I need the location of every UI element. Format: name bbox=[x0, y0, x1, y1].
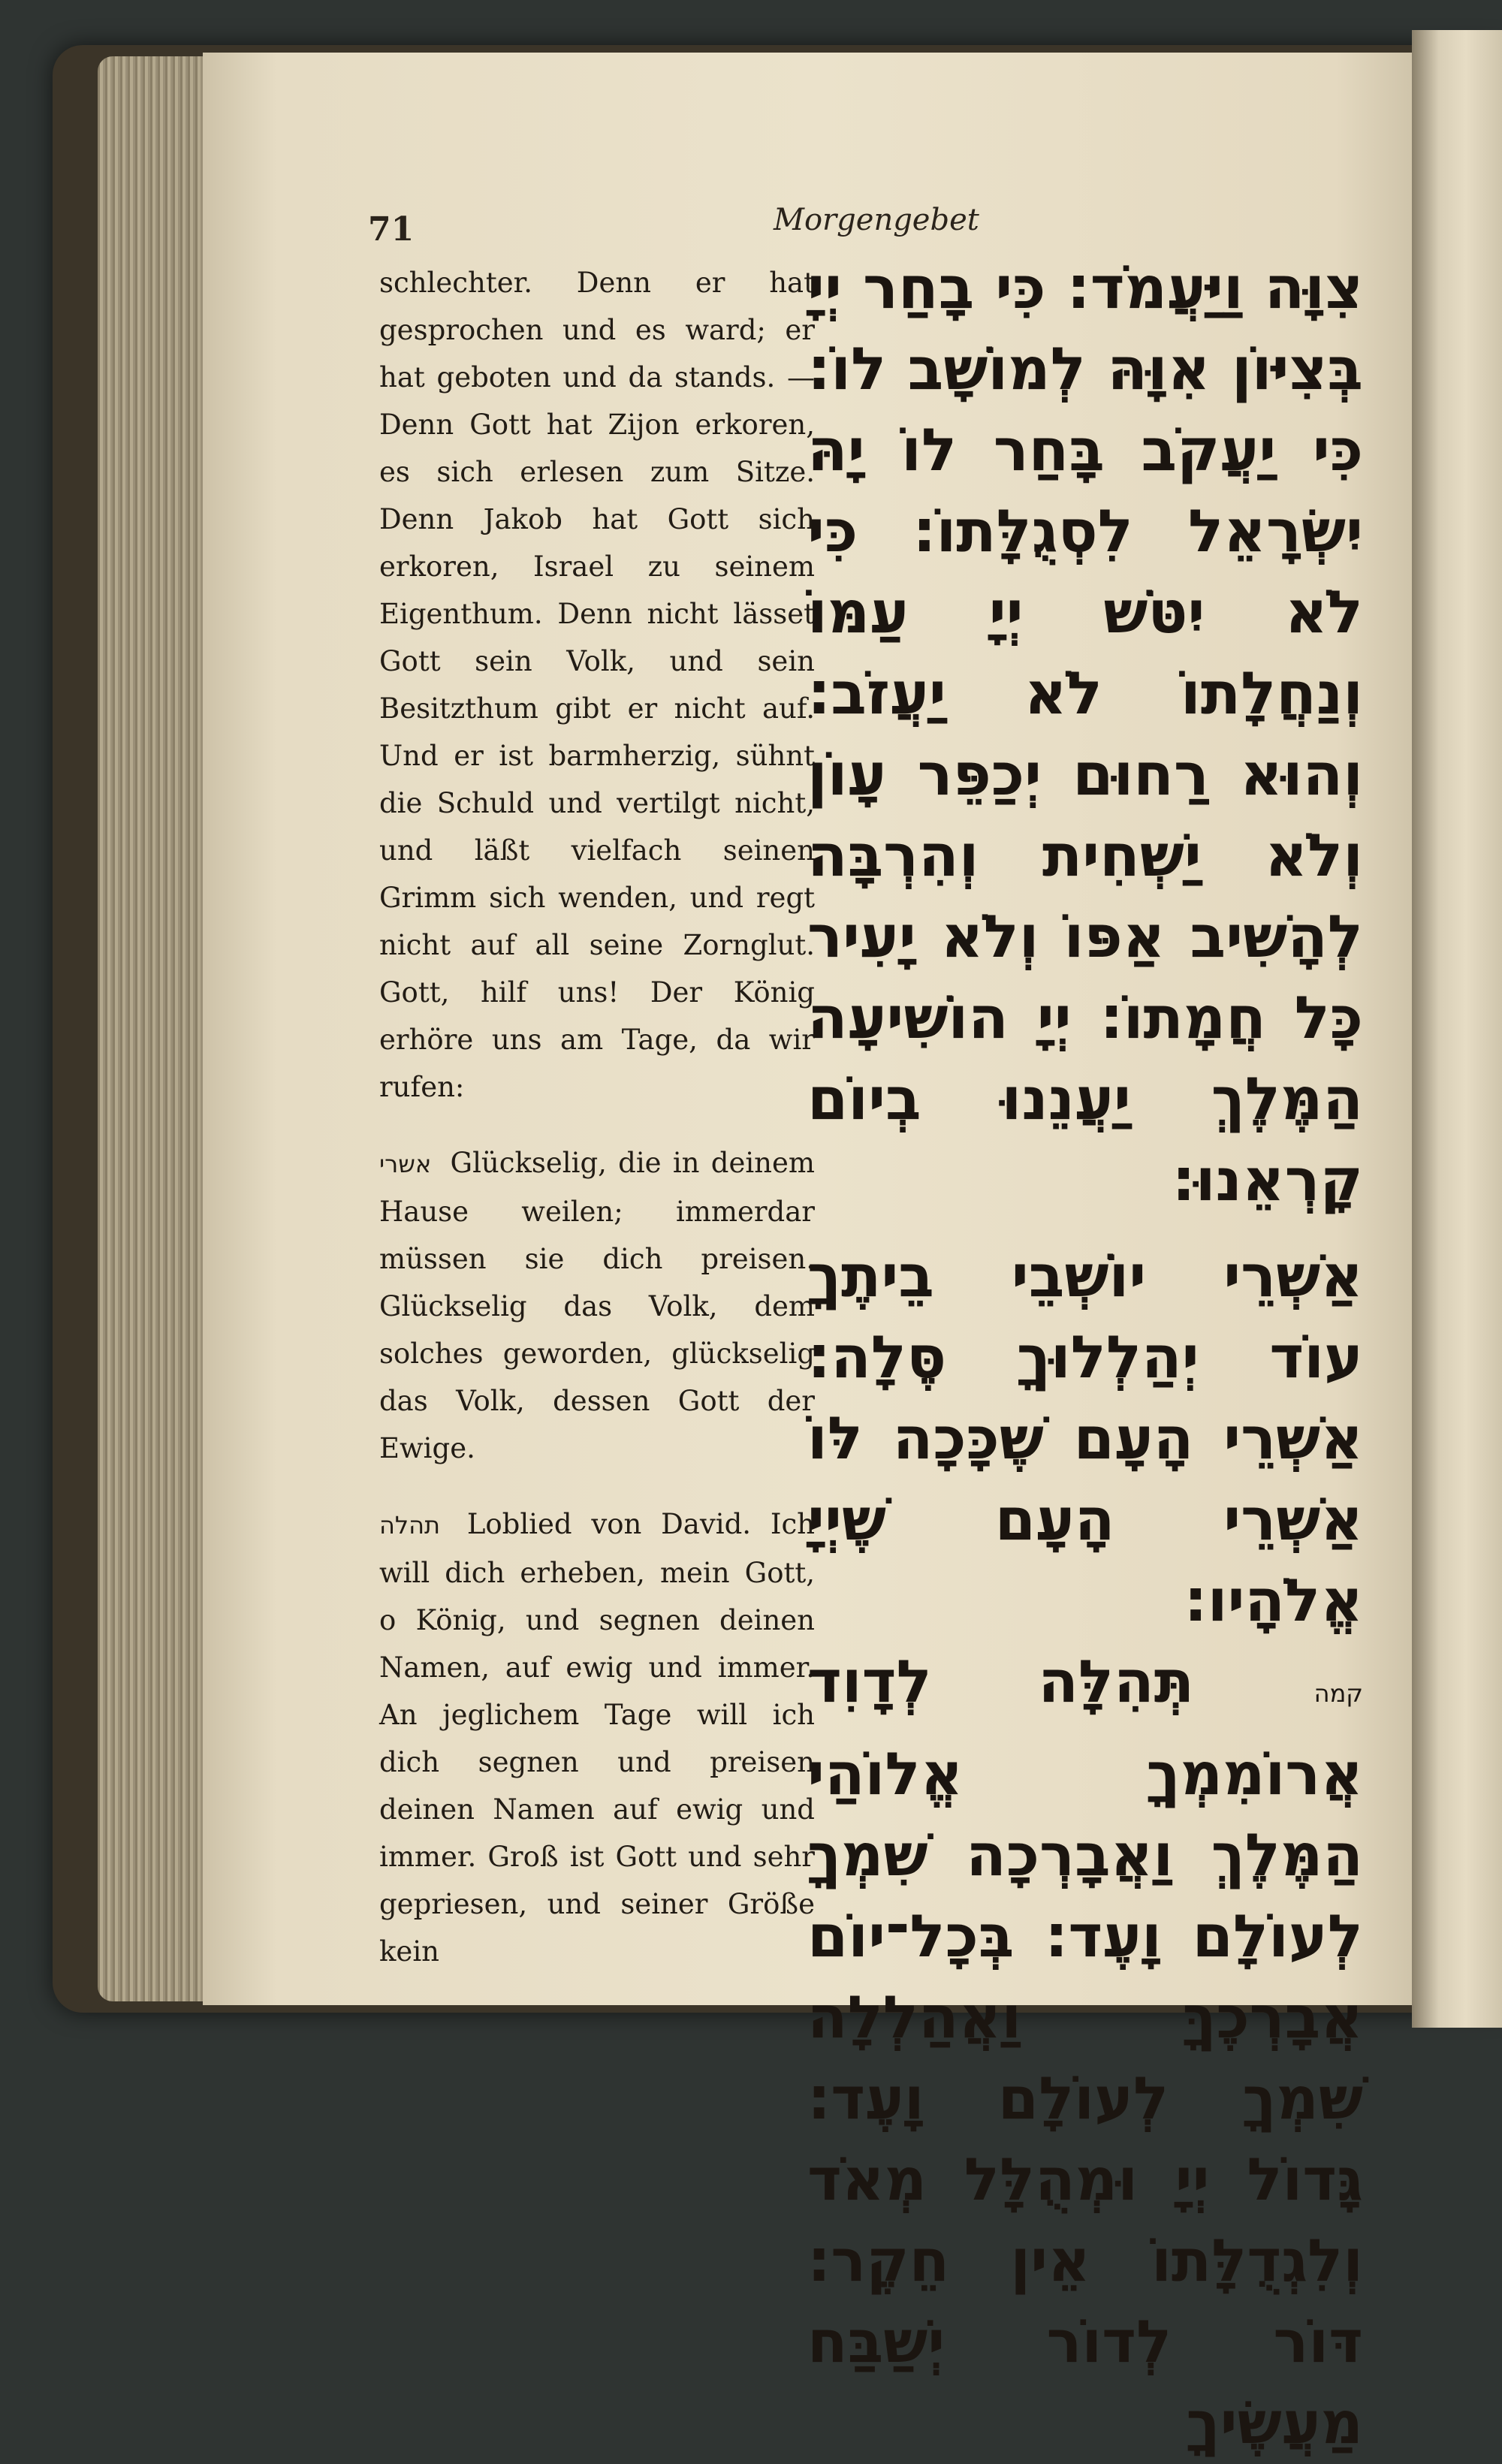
hebrew-cue-tehillah: תהלה bbox=[379, 1511, 441, 1540]
hebrew-block-tehillah bbox=[807, 1642, 1363, 2464]
hebrew-block-3-text: תְּהִלָּה לְדָוִד אֲרוֹמִמְךָ אֱלוֹהַי הַמֶּלֶךְ וַאֲבָרְכָה שִׁמְךָ לְעוֹלָם וָעֶד: בְּכָל־יוֹם אֲבָרְכֶךָּ וַאֲהַלְלָה שִׁמְךָ לְעוֹלָם וָעֶד: גָּדוֹל יְיָ וּמְהֻלָּל מְאֹד וְלִגְדֻלָּתוֹ אֵין חֵקֶר: דּוֹר לְדוֹר יְשַׁבַּח מַעֲשֶׂיךָ bbox=[807, 1648, 1363, 2457]
german-paragraph-2 bbox=[379, 1139, 815, 1472]
book-gutter bbox=[1412, 30, 1502, 2028]
german-paragraph-1: schlechter. Denn er hat gesprochen und es ward; er hat geboten und da stands. — Denn Gott hat Zijon erkoren, es sich erlesen zum Sitze. Denn Jakob hat Gott sich erkoren, Israel zu seinem Eigenthum. Denn nicht lässet Gott sein Volk, und sein Besitzthum gibt er nicht auf. Und er ist barmherzig, sühnt die Schuld und vertilgt nicht, und läßt vielfach seinen Grimm sich wenden, und regt nicht auf all seine Zornglut. Gott, hilf uns! Der König erhöre uns am Tage, da wir rufen: bbox=[379, 267, 815, 1103]
running-head: Morgengebet bbox=[774, 203, 979, 237]
german-paragraph-2-text: Glückselig, die in deinem Hause weilen; immerdar müssen sie dich preisen. Glückselig das Volk, dem solches geworden, glückselig das Volk, dessen Gott der Ewige. bbox=[379, 1147, 815, 1464]
psalm-number-mark: קמה bbox=[1313, 1679, 1363, 1708]
hebrew-text-column bbox=[807, 248, 1363, 2457]
hebrew-cue-ashrei: אשרי bbox=[379, 1150, 432, 1178]
german-paragraph-3-text: Loblied von David. Ich will dich erheben, mein Gott, o König, und segnen deinen Namen, auf ewig und immer. An jeglichem Tage will ich dich segnen und preisen deinen Namen auf ewig und immer. Groß ist Gott und sehr gepriesen, und seiner Größe kein bbox=[379, 1508, 815, 1968]
german-paragraph-3 bbox=[379, 1500, 815, 1975]
hebrew-block-1: צִוָּה וַיַּעֲמֹד: כִּי בָחַר יְיָ בְּצִיּוֹן אִוָּהּ לְמוֹשָׁב לוֹ: כִּי יַעֲקֹב בָּחַר לוֹ יָהּ יִשְׂרָאֵל לִסְגֻלָּתוֹ: כִּי לֹא יִטֹּשׁ יְיָ עַמּוֹ וְנַחֲלָתוֹ לֹא יַעֲזֹב: וְהוּא רַחוּם יְכַפֵּר עָוֹן וְלֹא יַשְׁחִית וְהִרְבָּה לְהָשִׁיב אַפּוֹ וְלֹא יָעִיר כָּל חֲמָתוֹ: יְיָ הוֹשִׁיעָה הַמֶּלֶךְ יַעֲנֵנוּ בְיוֹם קָרְאֵנוּ: bbox=[807, 255, 1363, 1214]
german-translation-column bbox=[379, 259, 815, 1968]
page-number: 71 bbox=[368, 210, 415, 249]
page-edges bbox=[98, 56, 218, 2001]
hebrew-block-ashrei: אַשְׁרֵי יוֹשְׁבֵי בֵיתֶךָ עוֹד יְהַלְלוּךָ סֶּלָה: אַשְׁרֵי הָעָם שֶׁכָּכָה לּוֹ אַשְׁרֵי הָעָם שֶׁיְיָ אֱלֹהָיו: bbox=[807, 1243, 1363, 1635]
